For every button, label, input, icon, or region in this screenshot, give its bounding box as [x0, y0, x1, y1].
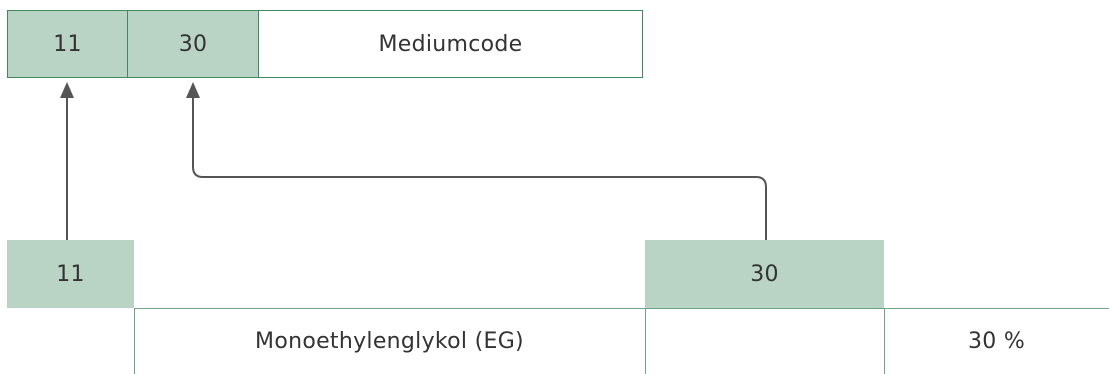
code-field-1: 11 — [8, 11, 128, 77]
mediumcode-label: Mediumcode — [378, 31, 523, 57]
source-code-2: 30 — [645, 240, 884, 308]
arrow-head-code1 — [60, 82, 74, 98]
concentration-value: 30 % — [967, 328, 1026, 354]
arrow-head-code2 — [186, 82, 200, 98]
source-code-1: 11 — [7, 240, 134, 308]
arrow-line-code2 — [193, 96, 766, 240]
medium-name: Monoethylenglykol (EG) — [255, 328, 524, 354]
code-field-2: 30 — [128, 11, 259, 77]
